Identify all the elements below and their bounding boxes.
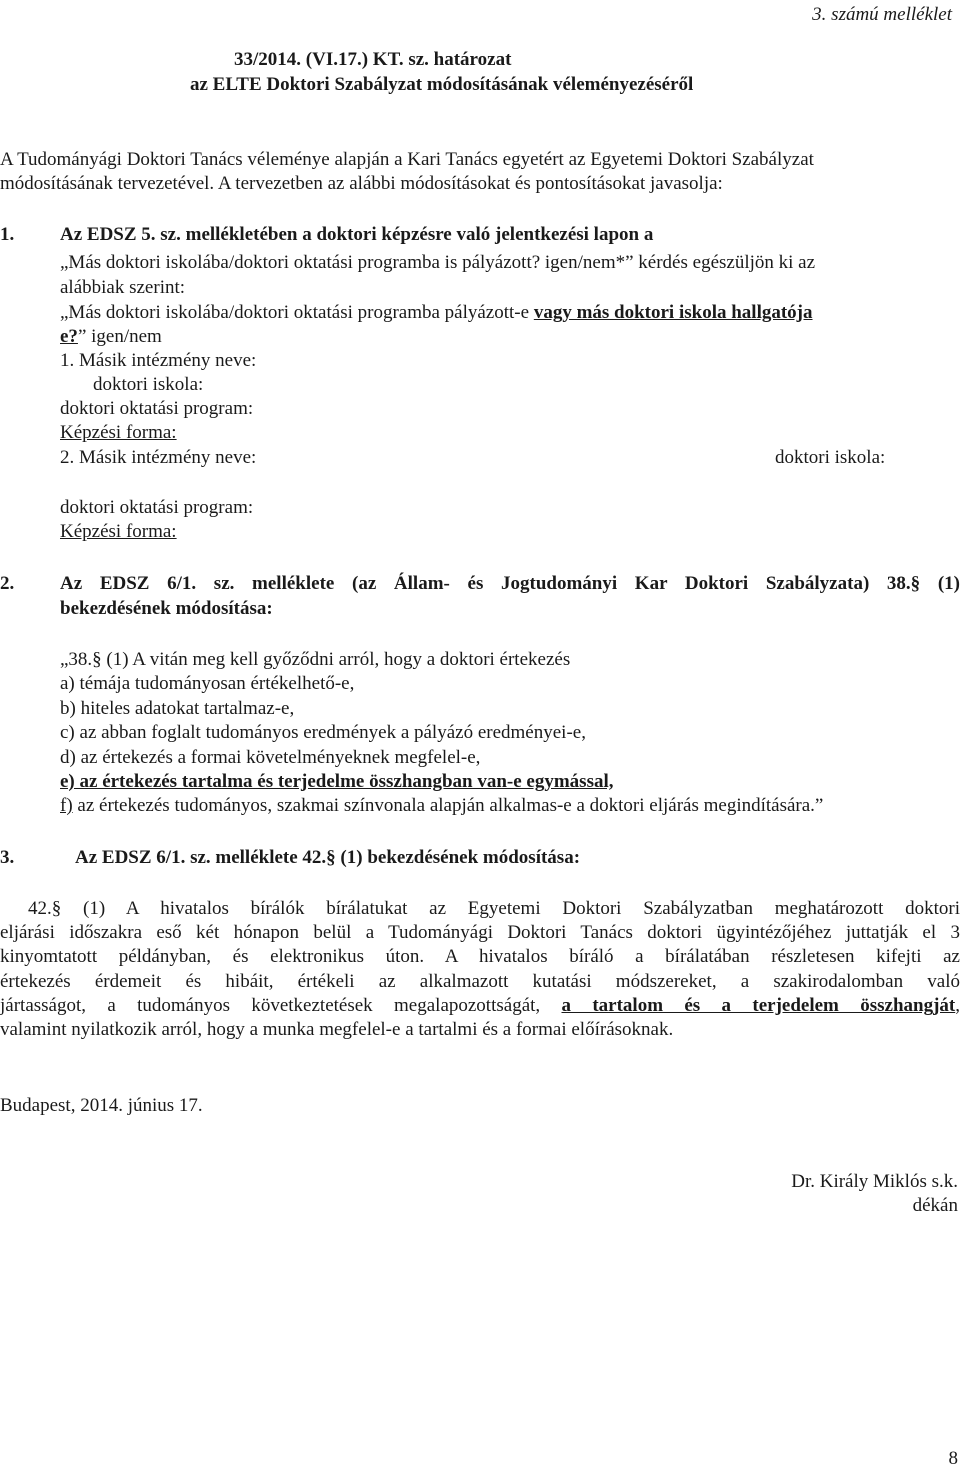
section-3-line-1: 42.§ (1) A hivatalos bírálók bírálatukat az Egyetemi Doktori Szabályzatban meghatározott doktori bbox=[28, 898, 960, 919]
form-field-institution-2: 2. Másik intézmény neve: bbox=[60, 447, 257, 468]
line-5-part-c: , bbox=[955, 995, 960, 1016]
form-field-program-2: doktori oktatási program: bbox=[60, 497, 254, 518]
item-a: a) témája tudományosan értékelhető-e, bbox=[60, 673, 355, 694]
title-line-2: az ELTE Doktori Szabályzat módosításának véleményezéséről bbox=[190, 74, 694, 95]
item-c: c) az abban foglalt tudományos eredmények a pályázó eredményei-e, bbox=[60, 722, 586, 743]
form-field-training-1: Képzési forma: bbox=[60, 422, 177, 443]
form-field-institution-1: 1. Másik intézmény neve: bbox=[60, 350, 257, 371]
form-field-school-2: doktori iskola: bbox=[775, 447, 886, 468]
section-3-line-2: eljárási időszakra eső két hónapon belül a Tudományági Doktori Tanács doktori ügyintézőjéhez juttatják el 3 bbox=[0, 922, 960, 943]
section-3-line-3: kinyomtatott példányban, és elektronikus úton. A hivatalos bíráló a bírálatában részletesen kifejti az bbox=[0, 946, 960, 967]
item-f-label: f) bbox=[60, 795, 73, 816]
section-1-line-1: „Más doktori iskolába/doktori oktatási programba is pályázott? igen/nem*” kérdés egészüljön ki az bbox=[60, 252, 816, 273]
section-1-number: 1. bbox=[0, 224, 15, 245]
form-field-program-1: doktori oktatási program: bbox=[60, 398, 254, 419]
signer-role: dékán bbox=[912, 1195, 958, 1216]
section-2-heading-line-1: Az EDSZ 6/1. sz. melléklete (az Állam- és Jogtudományi Kar Doktori Szabályzata) 38.§ (1) bbox=[60, 573, 960, 594]
item-e: e) az értekezés tartalma és terjedelme összhangban van-e egymással, bbox=[60, 771, 614, 792]
question-part-a: „Más doktori iskolába/doktori oktatási programba pályázott-e bbox=[60, 302, 534, 323]
section-3-heading: Az EDSZ 6/1. sz. melléklete 42.§ (1) bekezdésének módosítása: bbox=[75, 847, 581, 868]
line-5-part-b: a tartalom és a terjedelem összhangját bbox=[561, 995, 956, 1016]
line-5-part-a: jártasságot, a tudományos következtetések megalapozottságát, bbox=[0, 995, 562, 1016]
section-3-number: 3. bbox=[0, 847, 15, 868]
form-field-school-1: doktori iskola: bbox=[93, 374, 204, 395]
section-2-number: 2. bbox=[0, 573, 15, 594]
section-2-heading-line-2: bekezdésének módosítása: bbox=[60, 598, 273, 619]
signer-name: Dr. Király Miklós s.k. bbox=[791, 1171, 958, 1192]
annex-label: 3. számú melléklet bbox=[812, 4, 952, 25]
place-date: Budapest, 2014. június 17. bbox=[0, 1095, 203, 1116]
section-1-heading: Az EDSZ 5. sz. mellékletében a doktori képzésre való jelentkezési lapon a bbox=[60, 224, 654, 245]
section-1-line-2: alábbiak szerint: bbox=[60, 277, 186, 298]
title-line-1: 33/2014. (VI.17.) KT. sz. határozat bbox=[234, 49, 512, 70]
intro-line-1: A Tudományági Doktori Tanács véleménye alapján a Kari Tanács egyetért az Egyetemi Doktori Szabályzat bbox=[0, 149, 814, 170]
section-1-question-end bbox=[60, 325, 162, 349]
section-3-line-4: értekezés érdemeit és hibáit, értékeli az alkalmazott kutatási módszereket, a szakirodalomban való bbox=[0, 971, 960, 992]
page-number: 8 bbox=[948, 1448, 958, 1469]
question-part-c: e? bbox=[60, 326, 78, 347]
section-3-line-6: valamint nyilatkozik arról, hogy a munka megfelel-e a tartalmi és a formai előírásoknak. bbox=[0, 1019, 674, 1040]
section-1-question bbox=[60, 301, 813, 325]
item-f bbox=[60, 794, 823, 818]
section-3-line-5 bbox=[0, 994, 960, 1018]
item-f-text: az értekezés tudományos, szakmai színvonala alapján alkalmas-e a doktori eljárás megindítására.” bbox=[72, 795, 824, 816]
item-b: b) hiteles adatokat tartalmaz-e, bbox=[60, 698, 295, 719]
item-d: d) az értekezés a formai követelményeknek megfelel-e, bbox=[60, 747, 481, 768]
form-field-training-2: Képzési forma: bbox=[60, 521, 177, 542]
section-2-lead: „38.§ (1) A vitán meg kell győződni arról, hogy a doktori értekezés bbox=[60, 649, 571, 670]
question-part-b: vagy más doktori iskola hallgatója bbox=[533, 302, 813, 323]
intro-line-2: módosításának tervezetével. A tervezetben az alábbi módosításokat és pontosításokat javasolja: bbox=[0, 173, 723, 194]
question-part-d: ” igen/nem bbox=[77, 326, 162, 347]
